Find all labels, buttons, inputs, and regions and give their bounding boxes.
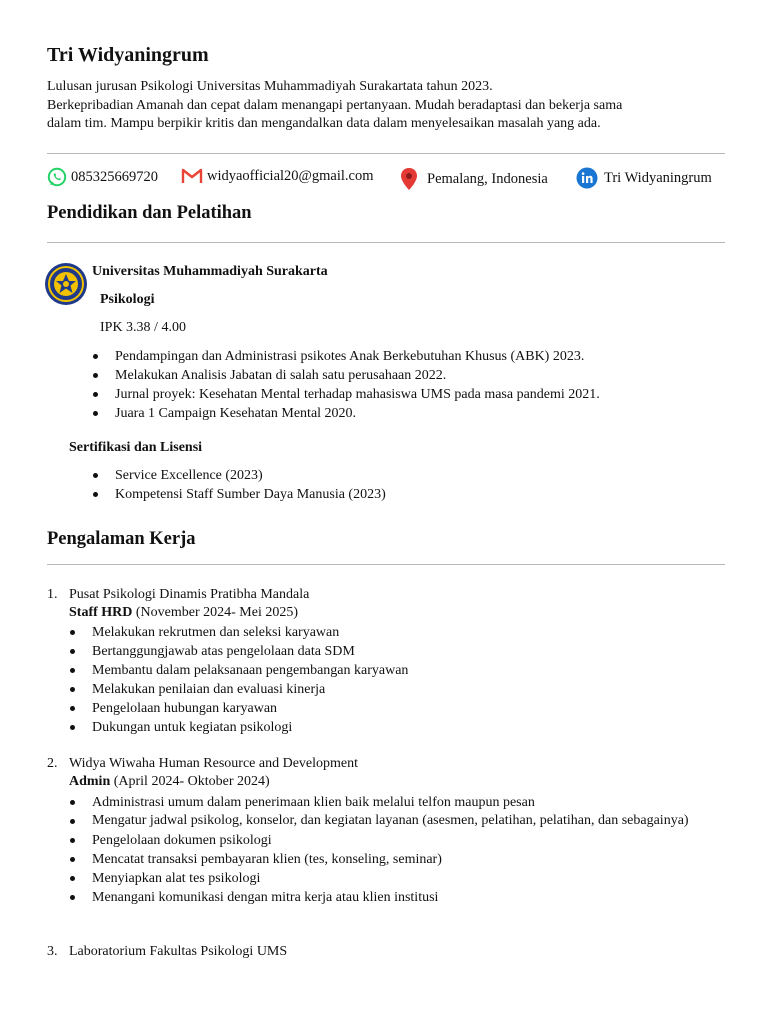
university-name: Universitas Muhammadiyah Surakarta — [92, 264, 328, 279]
list-item: Menangani komunikasi dengan mitra kerja atau klien institusi — [69, 888, 689, 907]
job-company: Laboratorium Fakultas Psikologi UMS — [69, 944, 288, 959]
job-period: (November 2024- Mei 2025) — [132, 605, 299, 620]
summary-line: Berkepribadian Amanah dan cepat dalam menangapi pertanyaan. Mudah beradaptasi dan bekerja sama — [47, 97, 623, 113]
job-number: 1. — [47, 587, 58, 602]
list-item: Juara 1 Campaign Kesehatan Mental 2020. — [92, 404, 600, 423]
linkedin-icon — [576, 167, 598, 189]
gpa: IPK 3.38 / 4.00 — [100, 320, 186, 335]
whatsapp-icon — [47, 167, 67, 187]
divider — [47, 153, 725, 154]
contact-email[interactable] — [181, 167, 374, 185]
location-text: Pemalang, Indonesia — [427, 170, 548, 187]
map-pin-icon — [399, 167, 419, 191]
job-role — [69, 774, 270, 790]
list-item: Membantu dalam pelaksanaan pengembangan karyawan — [69, 661, 408, 680]
job-period: (April 2024- Oktober 2024) — [110, 774, 270, 789]
list-item: Mengatur jadwal psikolog, konselor, dan kegiatan layanan (asesmen, pelatihan, pelatihan, dan sebagainya) — [69, 812, 689, 831]
university-logo — [44, 262, 88, 306]
job-task-list — [69, 793, 689, 907]
list-item: Jurnal proyek: Kesehatan Mental terhadap mahasiswa UMS pada masa pandemi 2021. — [92, 385, 600, 404]
list-item: Pengelolaan dokumen psikologi — [69, 831, 689, 850]
list-item: Kompetensi Staff Sumber Daya Manusia (2023) — [92, 485, 386, 504]
list-item: Dukungan untuk kegiatan psikologi — [69, 718, 408, 737]
email-address: widyaofficial20@gmail.com — [207, 167, 374, 184]
profile-summary — [47, 78, 622, 134]
list-item: Melakukan rekrutmen dan seleksi karyawan — [69, 623, 408, 642]
major: Psikologi — [100, 292, 155, 307]
phone-number: 085325669720 — [71, 168, 158, 185]
divider — [47, 242, 725, 243]
list-item: Melakukan penilaian dan evaluasi kinerja — [69, 680, 408, 699]
job-task-list — [69, 623, 408, 737]
linkedin-name: Tri Widyaningrum — [604, 169, 712, 186]
job-position: Staff HRD — [69, 605, 133, 620]
list-item: Menyiapkan alat tes psikologi — [69, 869, 689, 888]
job-number: 3. — [47, 944, 58, 959]
list-item: Service Excellence (2023) — [92, 466, 386, 485]
contact-location — [399, 167, 548, 191]
divider — [47, 564, 725, 565]
list-item: Pengelolaan hubungan karyawan — [69, 699, 408, 718]
candidate-name: Tri Widyaningrum — [47, 44, 209, 66]
job-company: Pusat Psikologi Dinamis Pratibha Mandala — [69, 587, 310, 602]
list-item: Administrasi umum dalam penerimaan klien baik melalui telfon maupun pesan — [69, 793, 689, 812]
cert-list — [92, 466, 386, 504]
list-item: Mencatat transaksi pembayaran klien (tes, konseling, seminar) — [69, 850, 689, 869]
summary-line: dalam tim. Mampu berpikir kritis dan mengandalkan data dalam menyelesaikan masalah yang ada. — [47, 116, 601, 131]
section-title-education: Pendidikan dan Pelatihan — [47, 203, 252, 223]
job-position: Admin — [69, 774, 111, 789]
contact-phone[interactable] — [47, 167, 158, 187]
job-role — [69, 605, 298, 621]
achievement-list — [92, 347, 600, 423]
job-company: Widya Wiwaha Human Resource and Development — [69, 756, 359, 771]
contact-linkedin[interactable] — [576, 167, 712, 189]
gmail-icon — [181, 167, 203, 185]
contact-bar — [47, 167, 727, 191]
list-item: Pendampingan dan Administrasi psikotes Anak Berkebutuhan Khusus (ABK) 2023. — [92, 347, 600, 366]
section-title-experience: Pengalaman Kerja — [47, 529, 196, 549]
list-item: Bertanggungjawab atas pengelolaan data SDM — [69, 642, 408, 661]
cert-title: Sertifikasi dan Lisensi — [69, 440, 203, 455]
job-number: 2. — [47, 756, 58, 771]
summary-line: Lulusan jurusan Psikologi Universitas Muhammadiyah Surakartata tahun 2023. — [47, 79, 493, 94]
list-item: Melakukan Analisis Jabatan di salah satu perusahaan 2022. — [92, 366, 600, 385]
